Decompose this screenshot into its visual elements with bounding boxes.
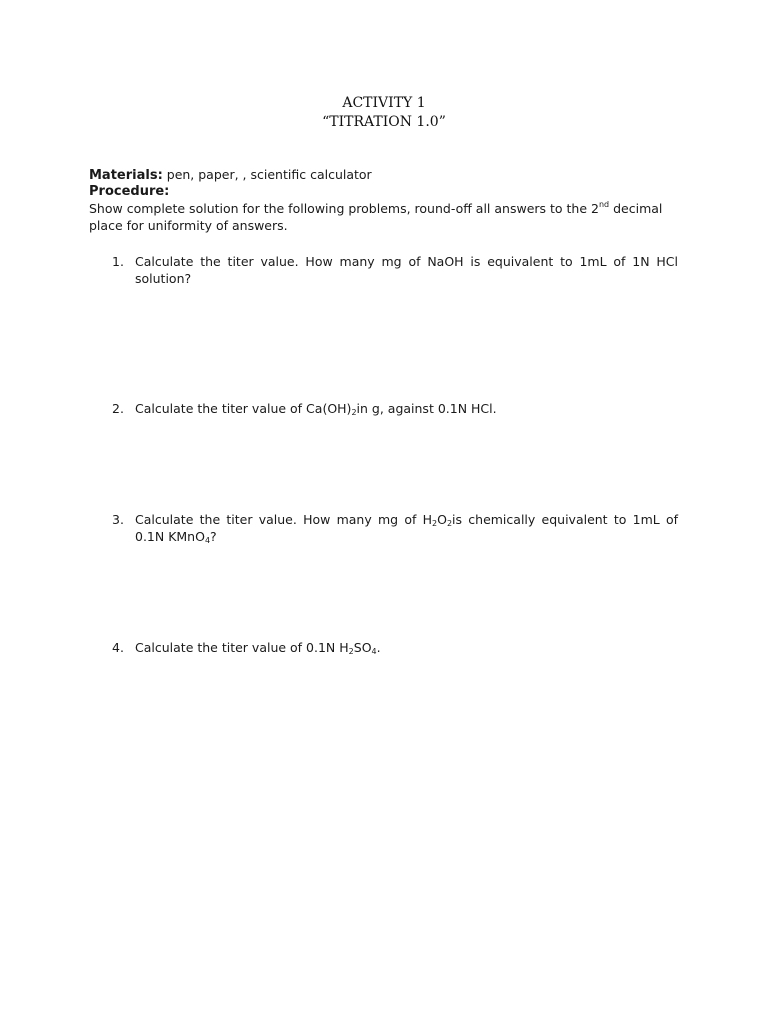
- question-text-part: O: [437, 512, 447, 527]
- question-3: [112, 511, 678, 545]
- question-text-part: Calculate the titer value of Ca(OH): [135, 401, 352, 416]
- question-text: [135, 511, 678, 545]
- subscript: 2: [351, 408, 357, 417]
- instructions-text-continued: decimal place for uniformity of answers.: [89, 201, 663, 233]
- instructions-text: Show complete solution for the following problems, round-off all answers to the 2: [89, 201, 599, 216]
- activity-subtitle: “TITRATION 1.0”: [322, 114, 446, 130]
- subscript: 2: [348, 647, 354, 656]
- procedure-label: Procedure:: [89, 184, 170, 199]
- subscript: 4: [204, 536, 211, 545]
- question-text-part: Calculate the titer value. How many mg of H: [135, 512, 433, 527]
- materials-text: pen, paper, , scientific calculator: [162, 167, 372, 182]
- question-1: [112, 253, 678, 287]
- question-number: 1.: [112, 254, 124, 269]
- instructions-ordinal-suffix: nd: [598, 200, 610, 209]
- question-text-part: .: [376, 640, 381, 655]
- question-2: [112, 400, 678, 417]
- question-text-part: SO: [353, 640, 372, 655]
- question-text-part: is chemically equivalent to 1mL of 0.1N KMnO: [135, 512, 678, 544]
- activity-title: ACTIVITY 1: [342, 95, 426, 111]
- instructions-paragraph: [89, 200, 679, 234]
- question-text-part: Calculate the titer value of 0.1N H: [135, 640, 349, 655]
- subscript: 2: [446, 519, 453, 528]
- question-text: Calculate the titer value. How many mg of NaOH is equivalent to 1mL of 1N HCl solution?: [135, 254, 678, 286]
- procedure-heading: [89, 182, 679, 200]
- question-number: 3.: [112, 512, 124, 527]
- question-text: [135, 400, 678, 417]
- subscript: 4: [371, 647, 377, 656]
- question-number: 2.: [112, 401, 124, 416]
- question-4: [112, 639, 678, 656]
- question-text-part: ?: [210, 529, 217, 544]
- materials-label: Materials:: [89, 168, 163, 183]
- subscript: 2: [432, 519, 438, 528]
- question-text: [135, 639, 678, 656]
- question-number: 4.: [112, 640, 124, 655]
- question-text-part: in g, against 0.1N HCl.: [356, 401, 497, 416]
